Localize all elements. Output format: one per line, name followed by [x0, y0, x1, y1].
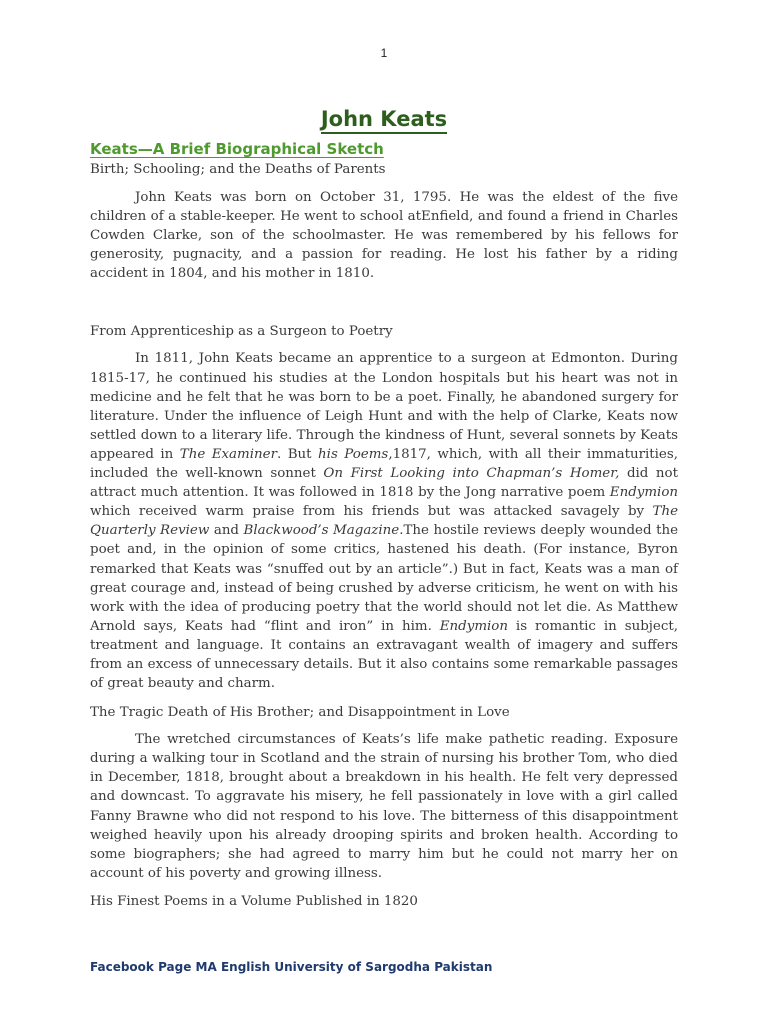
- text-run: . But: [276, 446, 319, 462]
- section-paragraph-apprenticeship: [90, 349, 678, 693]
- section-heading-finest-poems: His Finest Poems in a Volume Published in 1820: [90, 893, 418, 909]
- text-run: John Keats was born on October 31, 1795. He was the eldest of the five children of a stable-keeper. He went to school atEnfield, and found a friend in Charles Cowden Clarke, son of the schoolmaster. He was remembered by his fellows for generosity, pugnacity, and a passion for reading. He lost his father by a riding accident in 1804, and his mother in 1810.: [90, 190, 678, 282]
- text-run: and: [209, 523, 244, 539]
- document-title: John Keats: [0, 96, 768, 134]
- text-run: .The hostile reviews deeply wounded the poet and, in the opinion of some critics, hastened his death. (For instance, Byron remarked that Keats was “snuffed out by an article”.) But in fact, Keats was a man of great courage and, instead of being crushed by adverse criticism, he went on with his work with the idea of producing poetry that the world should not let die. As Matthew Arnold says, Keats had “flint and iron” in him.: [90, 523, 678, 634]
- document-subtitle: Keats—A Brief Biographical Sketch: [90, 140, 384, 158]
- italic-text-run: Endymion: [439, 618, 508, 634]
- italic-text-run: Blackwood’s Magazine: [243, 523, 400, 539]
- text-run: The wretched circumstances of Keats’s life make pathetic reading. Exposure during a walking tour in Scotland and the strain of nursing his brother Tom, who died in December, 1818, brought about a breakdown in his health. He felt very depressed and downcast. To aggravate his misery, he fell passionately in love with a girl called Fanny Brawne who did not respond to his love. The bitterness of this disappointment weighed heavily upon his already drooping spirits and broken health. According to some biographers; she had agreed to marry him but he could not marry her on account of his poverty and growing illness.: [90, 732, 678, 881]
- italic-text-run: On First Looking into Chapman’s Homer,: [323, 466, 620, 482]
- text-run: ,1817, which, with all their immaturities, included the well-known sonnet: [90, 446, 678, 482]
- document-body: [90, 138, 678, 911]
- section-heading-birth: Birth; Schooling; and the Deaths of Parents: [90, 162, 386, 177]
- section-heading-brother-death: The Tragic Death of His Brother; and Disappointment in Love: [90, 705, 510, 721]
- footer-text: Facebook Page MA English University of Sargodha Pakistan: [90, 960, 493, 974]
- page-number: 1: [380, 46, 388, 60]
- section-paragraph-birth: [90, 188, 678, 283]
- italic-text-run: The Examiner: [179, 446, 277, 462]
- text-run: In 1811, John Keats became an apprentice to a surgeon at Edmonton. During 1815-17, he continued his studies at the London hospitals but his heart was not in medicine and he felt that he was born to be a poet. Finally, he abandoned surgery for literature. Under the influence of Leigh Hunt and with the help of Clarke, Keats now settled down to a literary life. Through the kindness of Hunt, several sonnets by Keats appeared in: [90, 351, 678, 462]
- section-paragraph-brother-death: [90, 730, 678, 883]
- text-run: which received warm praise from his friends but was attacked savagely by: [90, 504, 653, 520]
- italic-text-run: The Quarterly Review: [90, 504, 678, 539]
- italic-text-run: Endymion: [609, 485, 678, 501]
- text-run: did not attract much attention. It was followed in 1818 by the Jong narrative poem: [90, 466, 678, 501]
- section-heading-apprenticeship: From Apprenticeship as a Surgeon to Poetry: [90, 324, 393, 340]
- text-run: is romantic in subject, treatment and language. It contains an extravagant wealth of imagery and suffers from an excess of unnecessary details. But it also contains some remarkable passages of great beauty and charm.: [90, 618, 678, 692]
- italic-text-run: his Poems: [318, 446, 389, 462]
